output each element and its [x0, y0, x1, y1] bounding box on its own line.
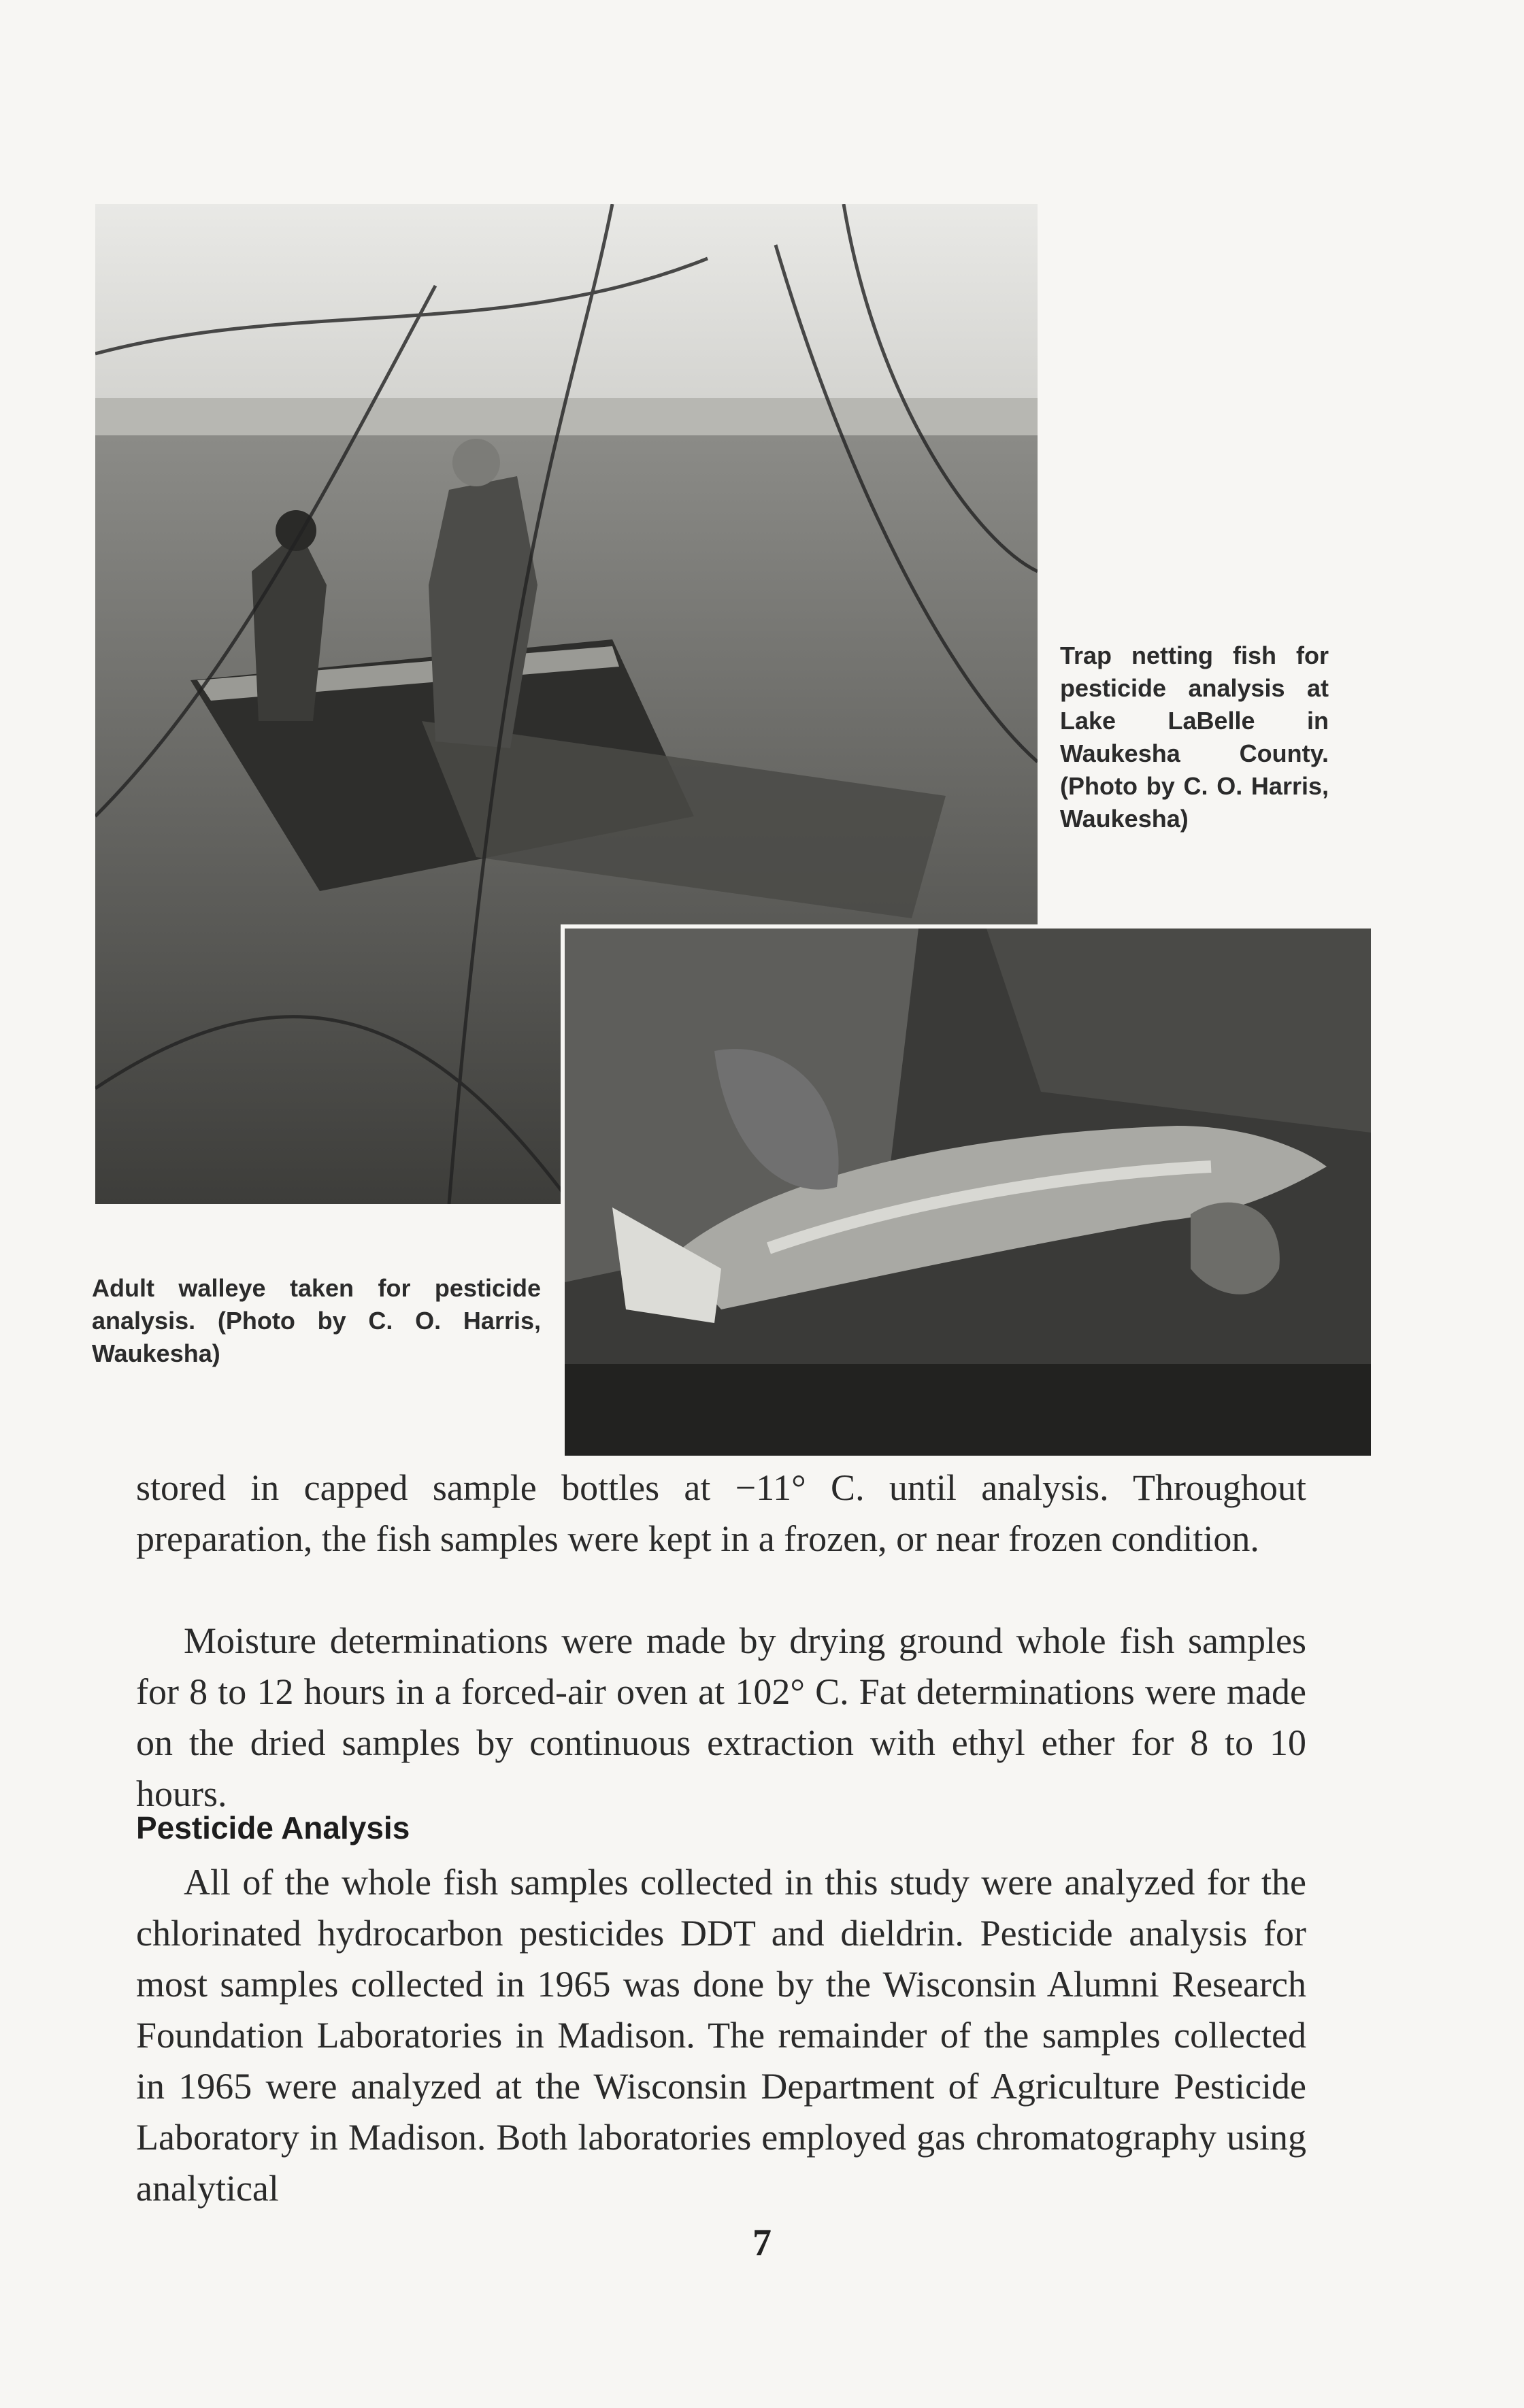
paragraph-storage: stored in capped sample bottles at −11° C. until analysis. Throughout preparation, the fish samples were kept in a frozen, or near frozen condition. — [136, 1467, 1306, 1559]
section-heading: Pesticide Analysis — [136, 1810, 410, 1845]
walleye-photo-caption: Adult walleye taken for pesticide analysis. (Photo by C. O. Harris, Waukesha) — [92, 1274, 541, 1367]
walleye-photo — [565, 929, 1371, 1456]
walleye-photo-image — [565, 929, 1371, 1456]
paragraph-pesticide-analysis: All of the whole fish samples collected in this study were analyzed for the chlorinated hydrocarbon pesticides DDT and dieldrin. Pesticide analysis for most samples collected in 1965 was done by the Wisconsin Alumni Research Foundation Laboratories in Madison. The remainder of the samples collected in 1965 were analyzed at the Wisconsin Department of Agriculture Pesticide Laboratory in Madison. Both laboratories employed gas chromatography using analytical — [136, 1862, 1306, 2209]
boat-photo-caption: Trap netting fish for pesticide analysis at Lake LaBelle in Waukesha County. (Photo by C. O. Harris, Waukesha) — [1060, 641, 1329, 833]
page-number: 7 — [752, 2222, 772, 2264]
paragraph-moisture: Moisture determinations were made by drying ground whole fish samples for 8 to 12 hours in a forced-air oven at 102° C. Fat determinations were made on the dried samples by continuous extraction with ethyl ether for 8 to 10 hours. — [136, 1620, 1306, 1814]
